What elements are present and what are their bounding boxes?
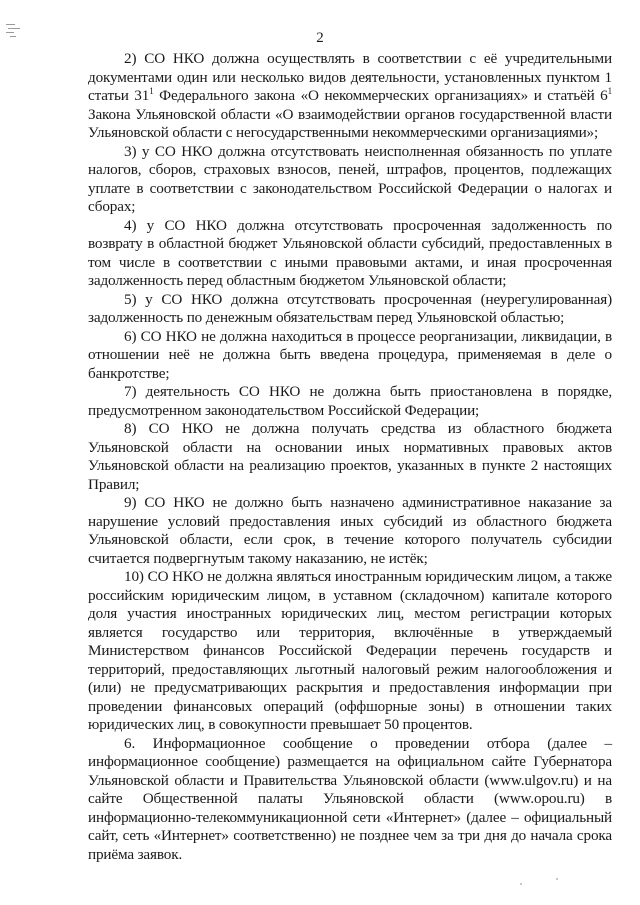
paragraph bbox=[88, 735, 612, 865]
scan-artifact-dot bbox=[556, 878, 558, 880]
paragraph bbox=[88, 494, 612, 568]
paragraph-text: 10) СО НКО не должна являться иностранным юридическим лицом, а также российским юридическим лицом, в уставном (складочном) капитале которого доля участия иностранных юридических лиц, местом регистрации которых является государство или территория, включённые в утверждаемый Министерством финансов Российской Федерации перечень государств и территорий, предоставляющих льготный налоговый режим налогообложения и (или) не предусматривающих раскрытия и предоставления информации при проведении финансовых операций (оффшорные зоны) в отношении таких юридических лиц, в совокупности превышает 50 процентов. bbox=[88, 568, 612, 733]
page-number: 2 bbox=[316, 30, 324, 46]
scan-artifact-mark bbox=[6, 24, 15, 25]
paragraph bbox=[88, 383, 612, 420]
paragraph bbox=[88, 568, 612, 735]
paragraph-text: 2) СО НКО должна осуществлять в соответствии с её учредительными документами один или несколько видов деятельности, установленных пунктом 1 статьи 31 bbox=[88, 50, 612, 104]
paragraph-text: 7) деятельность СО НКО не должна быть приостановлена в порядке, предусмотренном законодательством Российской Федерации; bbox=[88, 383, 612, 419]
superscript: 1 bbox=[149, 85, 154, 96]
paragraph bbox=[88, 291, 612, 328]
paragraph-text: 3) у СО НКО должна отсутствовать неисполненная обязанность по уплате налогов, сборов, страховых взносов, пеней, штрафов, процентов, подлежащих уплате в соответствии с законодательством Российской Федерации о налогах и сборах; bbox=[88, 142, 612, 215]
paragraph-text: Закона Ульяновской области «О взаимодействии органов государственной власти Ульяновской области с негосударственными некоммерческими организациями»; bbox=[88, 105, 612, 141]
scan-artifact-dot bbox=[520, 883, 522, 885]
paragraph bbox=[88, 420, 612, 494]
paragraph-text: 6. Информационное сообщение о проведении отбора (далее – информационное сообщение) размещается на официальном сайте Губернатора Ульяновской области и Правительства Ульяновской области (www.ulgov.ru) и на сайте Общественной палаты Ульяновской области (www.opou.ru) в информационно-телекоммуникационной сети «Интернет» (далее – официальный сайт, сеть «Интернет» соответственно) не позднее чем за три дня до начала срока приёма заявок. bbox=[88, 734, 612, 863]
paragraph-text: 9) СО НКО не должно быть назначено административное наказание за нарушение условий предоставления иных субсидий из областного бюджета Ульяновской области, если срок, в течение которого получатель субсидии считается подвергнутым такому наказанию, не истёк; bbox=[88, 494, 612, 567]
paragraph-text: 5) у СО НКО должна отсутствовать просроченная (неурегулированная) задолженность по денежным обязательствам перед Ульяновской областью; bbox=[88, 290, 612, 326]
paragraph bbox=[88, 217, 612, 291]
superscript: 1 bbox=[607, 85, 612, 96]
paragraph bbox=[88, 328, 612, 384]
scan-artifact-mark bbox=[8, 28, 20, 29]
document-body bbox=[88, 50, 612, 864]
paragraph bbox=[88, 143, 612, 217]
paragraph-text: 4) у СО НКО должна отсутствовать просроченная задолженность по возврату в областной бюджет Ульяновской области субсидий, предоставленных в том числе в соответствии с иными правовыми актами, и иная просроченная задолженность перед областным бюджетом Ульяновской области; bbox=[88, 216, 612, 289]
paragraph-text: Федерального закона «О некоммерческих организациях» и статьёй 6 bbox=[153, 87, 608, 104]
paragraph-text: 6) СО НКО не должна находиться в процессе реорганизации, ликвидации, в отношении неё не должна быть введена процедура, применяемая в деле о банкротстве; bbox=[88, 327, 612, 382]
paragraph bbox=[88, 50, 612, 143]
paragraph-text: 8) СО НКО не должна получать средства из областного бюджета Ульяновской области на основании иных нормативных правовых актов Ульяновской области на реализацию проектов, указанных в пункте 2 настоящих Правил; bbox=[88, 420, 612, 493]
